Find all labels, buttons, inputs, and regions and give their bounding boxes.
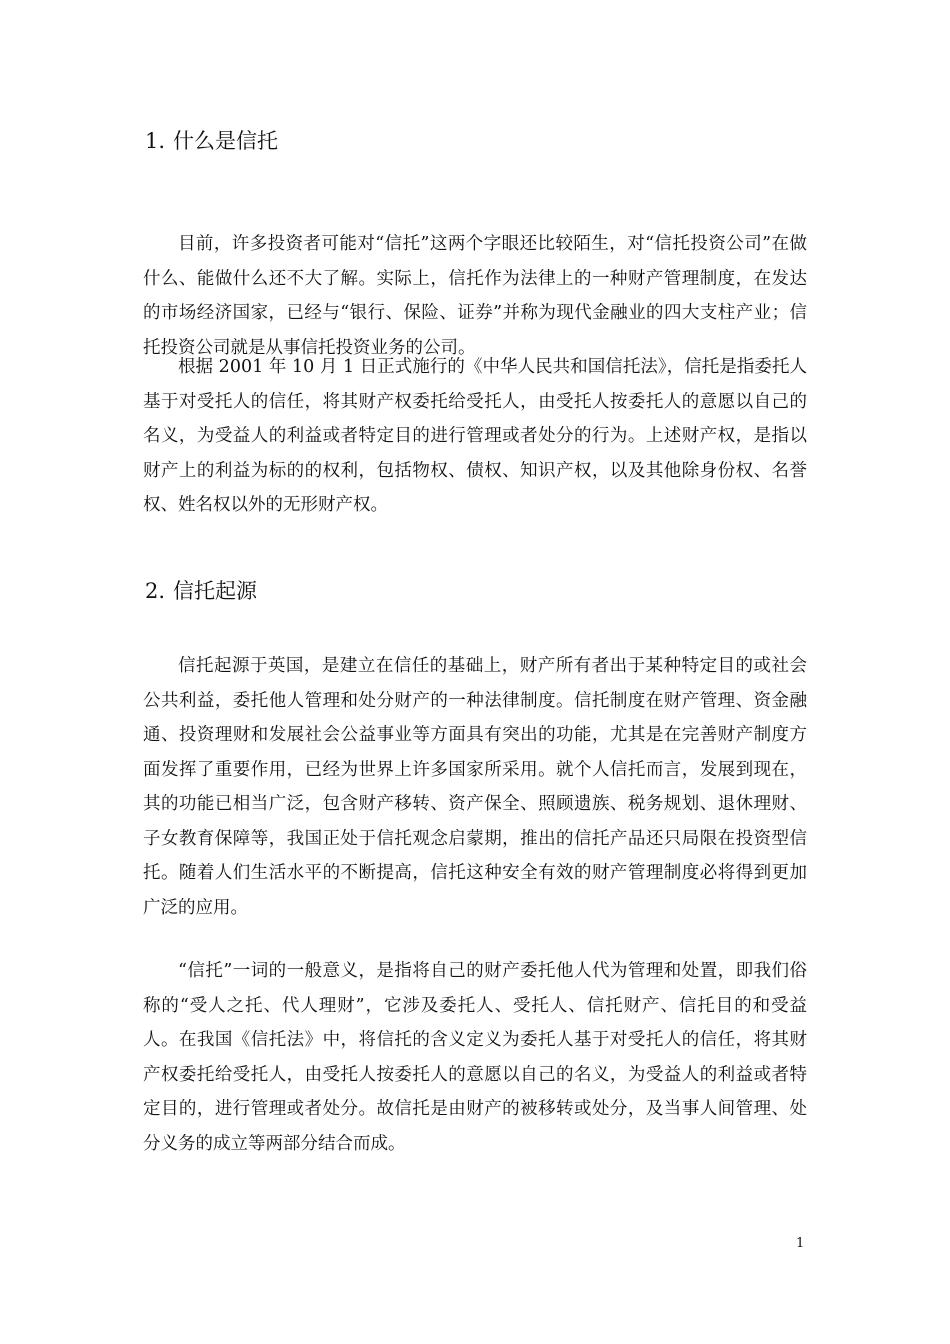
section-number: 2.	[145, 579, 166, 603]
paragraph: 信托起源于英国，是建立在信任的基础上，财产所有者出于某种特定目的或社会公共利益，委托他人管理和处分财产的一种法律制度。信托制度在财产管理、资金融通、投资理财和发展社会公益事业等方面具有突出的功能，尤其是在完善财产制度方面发挥了重要作用，已经为世界上许多国家所采用。就个人信托而言，发展到现在，其的功能已相当广泛，包含财产移转、资产保全、照顾遗族、税务规划、退休理财、子女教育保障等，我国正处于信托观念启蒙期，推出的信托产品还只局限在投资型信托。随着人们生活水平的不断提高，信托这种安全有效的财产管理制度必将得到更加广泛的应用。	[143, 656, 807, 918]
section-number: 1.	[145, 129, 166, 153]
paragraph: 根据 2001 年 10 月 1 日正式施行的《中华人民共和国信托法》，信托是指委托人基于对受托人的信任，将其财产权委托给受托人，由受托人按委托人的意愿以自己的名义，为受益人的利益或者特定目的进行管理或者处分的行为。上述财产权，是指以财产上的利益为标的的权利，包括物权、债权、知识产权，以及其他除身份权、名誉权、姓名权以外的无形财产权。	[143, 357, 807, 515]
section-heading-trust-origin	[145, 577, 257, 605]
paragraph: “信托”一词的一般意义，是指将自己的财产委托他人代为管理和处置，即我们俗称的“受人之托、代人理财”，它涉及委托人、受托人、信托财产、信托目的和受益人。在我国《信托法》中，将信托的含义定义为委托人基于对受托人的信任，将其财产权委托给受托人，由受托人按委托人的意愿以自己的名义，为受益人的利益或者特定目的，进行管理或者处分。故信托是由财产的被移转或处分，及当事人间管理、处分义务的成立等两部分结合而成。	[143, 961, 807, 1154]
page-number: 1	[796, 1236, 805, 1251]
section-heading-what-is-trust	[145, 127, 278, 155]
section-title: 什么是信托	[173, 129, 279, 153]
section-title: 信托起源	[173, 579, 258, 603]
paragraph: 目前，许多投资者可能对“信托”这两个字眼还比较陌生，对“信托投资公司”在做什么、能做什么还不大了解。实际上，信托作为法律上的一种财产管理制度，在发达的市场经济国家，已经与“银行、保险、证券”并称为现代金融业的四大支柱产业；信托投资公司就是从事信托投资业务的公司。	[143, 234, 807, 358]
